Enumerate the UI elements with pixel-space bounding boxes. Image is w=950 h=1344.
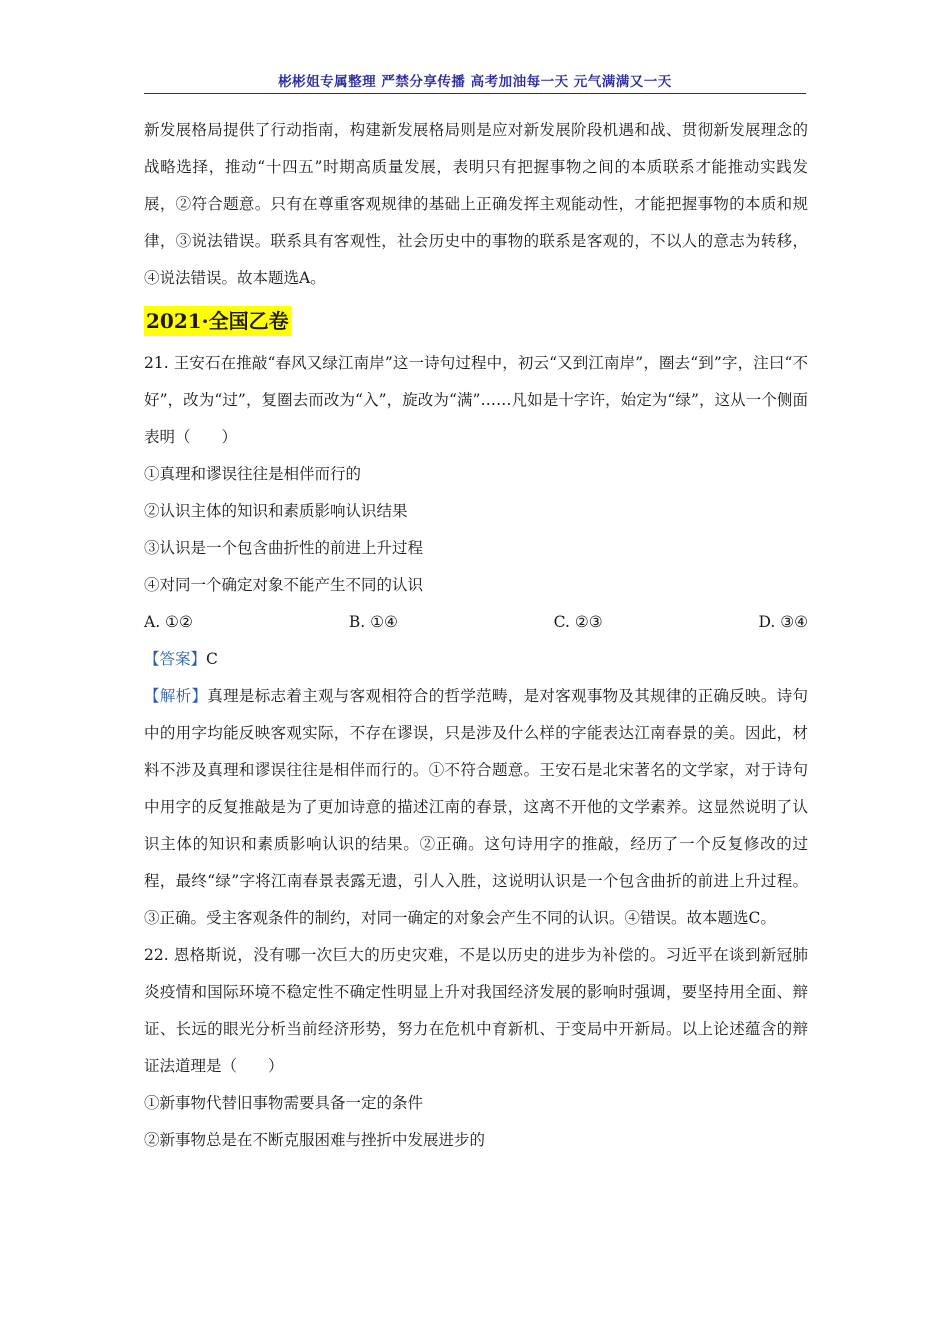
question-21-answer <box>144 641 808 678</box>
header-divider <box>144 93 806 94</box>
question-21-option-3: ③认识是一个包含曲折性的前进上升过程 <box>144 539 424 557</box>
answer-value: C <box>206 650 218 668</box>
question-22 <box>144 937 808 1159</box>
section-title: 2021·全国乙卷 <box>144 306 291 336</box>
answer-label: 【答案】 <box>144 650 207 668</box>
question-21-analysis <box>144 678 808 937</box>
analysis-text: 真理是标志着主观与客观相符合的哲学范畴，是对客观事物及其规律的正确反映。诗句中的用字均能反映客观实际，不存在谬误，只是涉及什么样的字能表达江南春景的美。因此，材料不涉及真理和谬误往往是相伴而行的。①不符合题意。王安石是北宋著名的文学家，对于诗句中用字的反复推敲是为了更加诗意的描述江南的春景，这离不开他的文学素养。这显然说明了认识主体的知识和素质影响认识的结果。②正确。这句诗用字的推敲，经历了一个反复修改的过程，最终“绿”字将江南春景表露无遗，引人入胜，这说明认识是一个包含曲折的前进上升过程。③正确。受主客观条件的制约，对同一确定的对象会产生不同的认识。④错误。故本题选C。 <box>144 687 808 927</box>
question-22-stem: 22. 恩格斯说，没有哪一次巨大的历史灾难，不是以历史的进步为补偿的。习近平在谈到新冠肺炎疫情和国际环境不稳定性不确定性明显上升对我国经济发展的影响时强调，要坚持用全面、辩证、长远的眼光分析当前经济形势，努力在危机中育新机、于变局中开新局。以上论述蕴含的辩证法道理是（ ） <box>144 946 808 1075</box>
question-22-option-2: ②新事物总是在不断克服困难与挫折中发展进步的 <box>144 1131 486 1149</box>
question-21-option-4: ④对同一个确定对象不能产生不同的认识 <box>144 576 424 594</box>
question-21-option-2: ②认识主体的知识和素质影响认识结果 <box>144 502 408 520</box>
choice-d: D. ③④ <box>758 613 809 631</box>
question-21-stem: 21. 王安石在推敲“春风又绿江南岸”这一诗句过程中，初云“又到江南岸”，圈去“到”字，注曰“不好”，改为“过”，复圈去而改为“入”，旋改为“满”……凡如是十字许，始定为“绿”，这从一个侧面表明（ ） <box>144 354 808 446</box>
question-21-choices <box>144 604 808 641</box>
question-21-option-1: ①真理和谬误往往是相伴而行的 <box>144 465 362 483</box>
choice-b: B. ①④ <box>348 613 398 631</box>
page-header: 彬彬姐专属整理 严禁分享传播 高考加油每一天 元气满满又一天 <box>278 74 672 90</box>
analysis-label: 【解析】 <box>144 687 208 705</box>
intro-paragraph: 新发展格局提供了行动指南，构建新发展格局则是应对新发展阶段机遇和战、贯彻新发展理念的战略选择，推动“十四五”时期高质量发展，表明只有把握事物之间的本质联系才能推动实践发展，②符合题意。只有在尊重客观规律的基础上正确发挥主观能动性，才能把握事物的本质和规律，③说法错误。联系具有客观性，社会历史中的事物的联系是客观的，不以人的意志为转移，④说法错误。故本题选A。 <box>144 121 808 287</box>
page-content <box>144 112 808 1159</box>
choice-a: A. ①② <box>144 613 193 631</box>
choice-c: C. ②③ <box>553 613 603 631</box>
question-21 <box>144 345 808 937</box>
question-22-option-1: ①新事物代替旧事物需要具备一定的条件 <box>144 1094 424 1112</box>
